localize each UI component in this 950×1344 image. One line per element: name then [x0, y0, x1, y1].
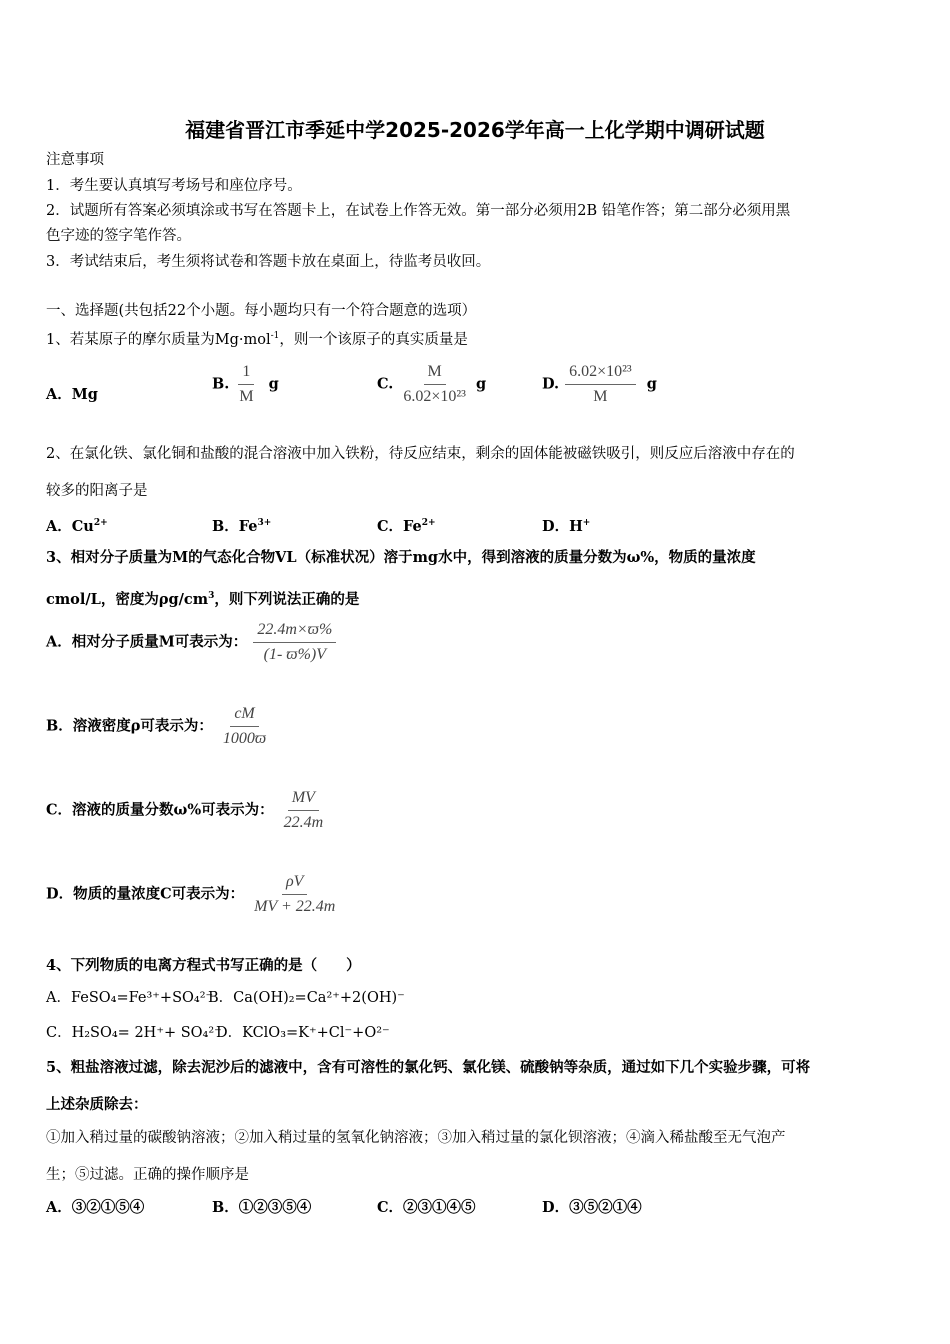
q1-option-b [212, 362, 279, 407]
numerator: M [424, 362, 446, 385]
option-label: B．Fe [212, 517, 258, 535]
denominator: M [239, 388, 254, 405]
q4-option-d: D．KClO₃=K⁺+Cl⁻+O²⁻ [216, 1025, 390, 1041]
option-label: D. [542, 375, 560, 393]
q2-option-b [212, 513, 271, 537]
stem-text: cmol/L，密度为ρg/cm [46, 590, 209, 608]
unit: g [268, 375, 279, 393]
unit: g [475, 375, 487, 393]
stem-text: 1、若某原子的摩尔质量为Mg·mol [46, 331, 271, 348]
numerator: 22.4m×ϖ% [253, 620, 336, 643]
denominator: 22.4m [283, 814, 324, 831]
question-3-stem [46, 586, 359, 610]
stem-text: ，则下列说法正确的是 [214, 590, 360, 608]
option-label: C. [377, 375, 394, 393]
q4-option-b: B．Ca(OH)₂=Ca²⁺+2(OH)⁻ [208, 990, 405, 1006]
note-item: 2．试题所有答案必须填涂或书写在答题卡上，在试卷上作答无效。第一部分必须用2B 铅笔作答；第二部分必须用黑 [46, 203, 791, 219]
q1-option-c [377, 362, 486, 407]
denominator: M [593, 388, 608, 405]
denominator: 6.02×10²³ [403, 388, 466, 405]
q4-option-c: C．H₂SO₄= 2H⁺+ SO₄²⁻ [46, 1025, 222, 1041]
note-item: 1．考生要认真填写考场号和座位序号。 [46, 178, 302, 194]
notes-heading: 注意事项 [46, 152, 104, 168]
fraction [235, 362, 257, 407]
denominator: 1000ϖ [222, 730, 267, 747]
q2-option-c [377, 513, 436, 537]
question-2-stem: 2、在氯化铁、氯化铜和盐酸的混合溶液中加入铁粉，待反应结束，剩余的固体能被磁铁吸引，则反应后溶液中存在的 [46, 446, 795, 462]
q4-option-a: A．FeSO₄=Fe³⁺+SO₄²⁻ [46, 990, 214, 1006]
denominator: (1- ϖ%)V [263, 646, 326, 663]
option-label: C．Fe [377, 517, 422, 535]
q1-option-a: A．Mg [46, 386, 98, 403]
fraction [250, 872, 339, 917]
fraction [399, 362, 470, 407]
section-heading: 一、选择题(共包括22个小题。每小题均只有一个符合题意的选项） [46, 303, 477, 319]
q5-option-d: D．③⑤②①④ [542, 1199, 642, 1216]
note-item: 色字迹的签字笔作答。 [46, 228, 191, 244]
stem-text: ，则一个该原子的真实质量是 [279, 331, 468, 348]
question-4-stem: 4、下列物质的电离方程式书写正确的是（ ） [46, 957, 361, 974]
q5-option-a: A．③②①⑤④ [46, 1199, 145, 1216]
page-title: 福建省晋江市季延中学2025-2026学年高一上化学期中调研试题 [185, 118, 765, 142]
fraction [565, 362, 636, 407]
fraction [219, 704, 270, 749]
superscript: + [582, 518, 591, 528]
numerator: MV [288, 788, 319, 811]
option-label: A．相对分子质量M可表示为： [46, 633, 248, 651]
numerator: cM [230, 704, 258, 727]
question-5-steps: 生；⑤过滤。正确的操作顺序是 [46, 1167, 249, 1183]
superscript: 2+ [421, 518, 436, 528]
option-label: B．溶液密度ρ可表示为： [46, 717, 213, 735]
superscript: 2+ [93, 518, 108, 528]
denominator: MV + 22.4m [254, 898, 336, 915]
q3-option-d [46, 872, 345, 917]
numerator: 6.02×10²³ [565, 362, 636, 385]
question-1-stem [46, 326, 468, 350]
unit: g [646, 375, 657, 393]
q5-option-b: B．①②③⑤④ [212, 1199, 312, 1216]
q3-option-c [46, 788, 333, 833]
option-label: A．Cu [46, 517, 94, 535]
option-label: B. [212, 375, 230, 393]
superscript: -1 [270, 331, 280, 341]
numerator: 1 [238, 362, 254, 385]
superscript: 3 [208, 591, 215, 601]
question-5-steps: ①加入稍过量的碳酸钠溶液；②加入稍过量的氢氧化钠溶液；③加入稍过量的氯化钡溶液；④滴入稀盐酸至无气泡产 [46, 1130, 786, 1146]
option-label: D．物质的量浓度C可表示为： [46, 885, 245, 903]
q2-option-d [542, 513, 590, 537]
question-2-stem: 较多的阳离子是 [46, 483, 148, 499]
option-label: D．H [542, 517, 583, 535]
question-5-stem: 上述杂质除去： [46, 1096, 148, 1113]
option-label: C．溶液的质量分数ω%可表示为： [46, 801, 274, 819]
q3-option-b [46, 704, 276, 749]
note-item: 3．考试结束后，考生须将试卷和答题卡放在桌面上，待监考员收回。 [46, 254, 491, 270]
question-5-stem: 5、粗盐溶液过滤，除去泥沙后的滤液中，含有可溶性的氯化钙、氯化镁、硫酸钠等杂质，通过如下几个实验步骤，可将 [46, 1059, 811, 1076]
fraction [280, 788, 328, 833]
superscript: 3+ [257, 518, 272, 528]
q2-option-a [46, 513, 108, 537]
fraction [253, 620, 336, 665]
question-3-stem: 3、相对分子质量为M的气态化合物VL（标准状况）溶于mg水中，得到溶液的质量分数为ω%，物质的量浓度 [46, 549, 756, 566]
q5-option-c: C．②③①④⑤ [377, 1199, 476, 1216]
numerator: ρV [282, 872, 307, 895]
q3-option-a [46, 620, 342, 665]
q1-option-d [542, 362, 657, 407]
